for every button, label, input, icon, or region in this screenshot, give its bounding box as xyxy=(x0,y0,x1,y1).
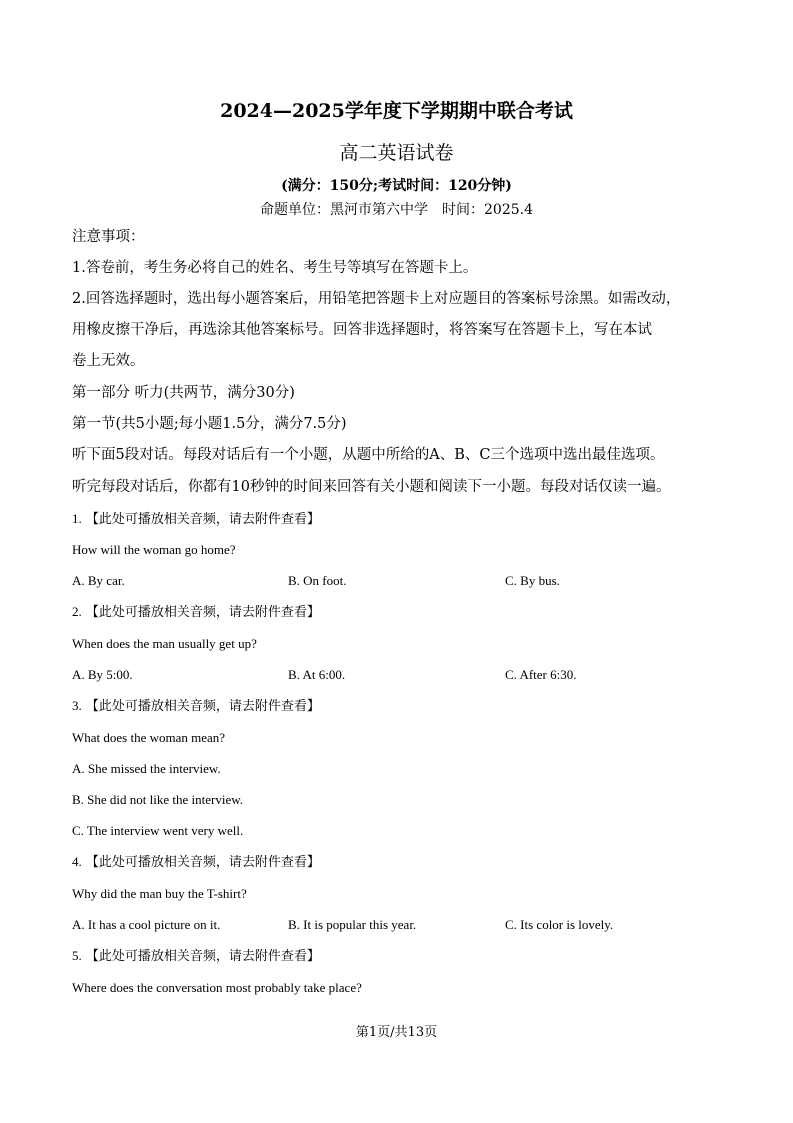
question-4-option-b: B. It is popular this year. xyxy=(288,917,417,932)
notes-item-1: 1.答卷前，考生务必将自己的姓名、考生号等填写在答题卡上。 xyxy=(72,260,478,276)
question-number: 4. xyxy=(72,854,82,869)
audio-note[interactable]: 【此处可播放相关音频，请去附件查看】 xyxy=(85,605,320,620)
question-4-option-c: C. Its color is lovely. xyxy=(505,917,614,932)
question-number: 3. xyxy=(72,698,82,713)
question-3-option-c: C. The interview went very well. xyxy=(72,823,244,838)
instructions-line-2: 听完每段对话后，你都有10秒钟的时间来回答有关小题和阅读下一小题。每段对话仅读一遍。 xyxy=(72,479,671,495)
question-1-header xyxy=(72,510,320,529)
audio-note[interactable]: 【此处可播放相关音频，请去附件查看】 xyxy=(85,949,320,964)
part1-heading: 第一部分 听力(共两节，满分30分) xyxy=(72,385,295,401)
audio-note[interactable]: 【此处可播放相关音频，请去附件查看】 xyxy=(85,855,320,870)
question-2-header xyxy=(72,603,320,622)
exam-title: 2024—2025学年度下学期期中联合考试 xyxy=(220,100,573,122)
question-2-option-a: A. By 5:00. xyxy=(72,667,133,682)
exam-subtitle: 高二英语试卷 xyxy=(339,142,454,164)
question-3-header xyxy=(72,697,320,716)
question-4-header xyxy=(72,853,320,872)
question-2-text: When does the man usually get up? xyxy=(72,636,257,651)
question-2-option-b: B. At 6:00. xyxy=(288,667,346,682)
question-1-text: How will the woman go home? xyxy=(72,542,236,557)
unit-date-line: 命题单位：黑河市第六中学 时间：2025.4 xyxy=(260,202,533,218)
question-number: 5. xyxy=(72,948,82,963)
notes-item-2-line-3: 卷上无效。 xyxy=(72,353,145,369)
question-3-option-a: A. She missed the interview. xyxy=(72,761,221,776)
page-footer: 第1页/共13页 xyxy=(355,1025,438,1040)
question-5-text: Where does the conversation most probably take place? xyxy=(72,980,362,995)
question-1-option-b: B. On foot. xyxy=(288,573,347,588)
question-4-option-a: A. It has a cool picture on it. xyxy=(72,917,221,932)
question-2-option-c: C. After 6:30. xyxy=(505,667,577,682)
question-1-option-c: C. By bus. xyxy=(505,573,560,588)
question-3-text: What does the woman mean? xyxy=(72,730,226,745)
notes-heading: 注意事项： xyxy=(72,229,145,245)
score-time-line: (满分：150分;考试时间：120分钟) xyxy=(281,178,512,194)
notes-item-2-line-1: 2.回答选择题时，选出每小题答案后，用铅笔把答题卡上对应题目的答案标号涂黑。如需改动， xyxy=(72,291,681,307)
audio-note[interactable]: 【此处可播放相关音频，请去附件查看】 xyxy=(85,512,320,527)
notes-item-2-line-2: 用橡皮擦干净后，再选涂其他答案标号。回答非选择题时，将答案写在答题卡上，写在本试 xyxy=(72,322,652,338)
audio-note[interactable]: 【此处可播放相关音频，请去附件查看】 xyxy=(85,699,320,714)
section1-heading: 第一节(共5小题;每小题1.5分，满分7.5分) xyxy=(72,416,347,432)
question-5-header xyxy=(72,947,320,966)
instructions-line-1: 听下面5段对话。每段对话后有一个小题，从题中所给的A、B、C三个选项中选出最佳选项。 xyxy=(72,447,665,463)
question-number: 1. xyxy=(72,511,82,526)
question-number: 2. xyxy=(72,604,82,619)
question-4-text: Why did the man buy the T-shirt? xyxy=(72,886,247,901)
question-3-option-b: B. She did not like the interview. xyxy=(72,792,244,807)
question-1-option-a: A. By car. xyxy=(72,573,125,588)
